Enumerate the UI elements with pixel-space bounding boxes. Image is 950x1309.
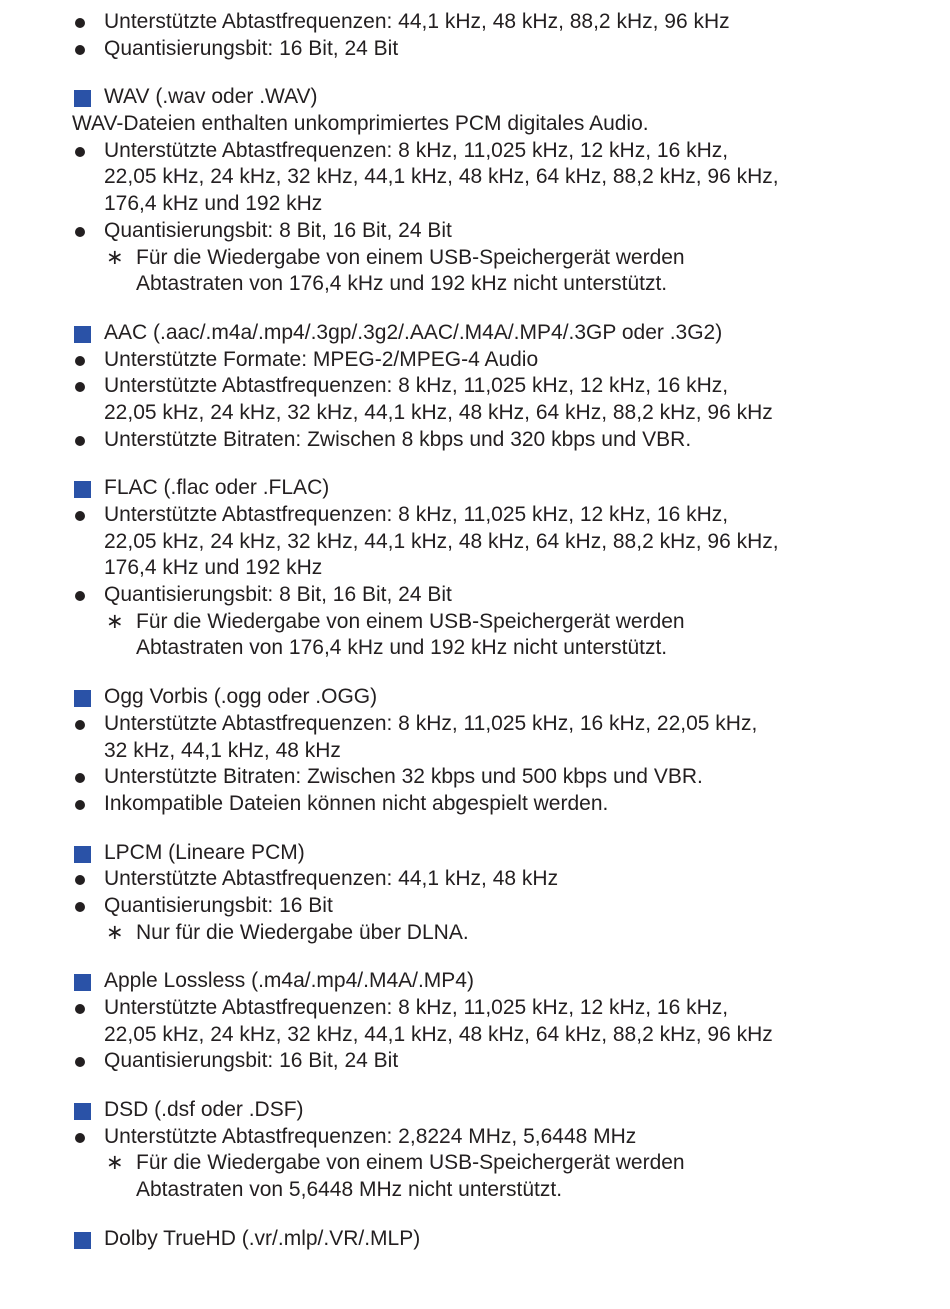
- format-section: [0, 1226, 950, 1253]
- bullet-dot-icon: [75, 720, 85, 730]
- section-heading: [0, 1226, 950, 1253]
- description-line: [0, 111, 950, 138]
- bullet-item: [0, 1048, 950, 1075]
- note-continuation: [0, 635, 950, 662]
- bullet-continuation: [0, 164, 950, 191]
- bullet-text: Quantisierungsbit: 8 Bit, 16 Bit, 24 Bit: [104, 583, 452, 607]
- bullet-continuation-text: 22,05 kHz, 24 kHz, 32 kHz, 44,1 kHz, 48 kHz, 64 kHz, 88,2 kHz, 96 kHz: [104, 400, 773, 424]
- bullet-dot-icon: [75, 902, 85, 912]
- section-heading-text: Dolby TrueHD (.vr/.mlp/.VR/.MLP): [104, 1226, 421, 1250]
- note-continuation-text: Abtastraten von 5,6448 MHz nicht unterstützt.: [136, 1178, 563, 1202]
- asterisk-icon: ∗: [106, 920, 124, 944]
- blue-square-icon: [74, 90, 91, 107]
- section-heading: [0, 320, 950, 347]
- bullet-item: [0, 1124, 950, 1151]
- asterisk-icon: ∗: [106, 609, 124, 633]
- bullet-text: Unterstützte Abtastfrequenzen: 8 kHz, 11,025 kHz, 12 kHz, 16 kHz,: [104, 138, 729, 162]
- bullet-continuation: [0, 1022, 950, 1049]
- note-text: Nur für die Wiedergabe über DLNA.: [136, 920, 469, 944]
- bullet-dot-icon: [75, 227, 85, 237]
- bullet-text: Quantisierungsbit: 8 Bit, 16 Bit, 24 Bit: [104, 218, 452, 242]
- bullet-item: [0, 36, 950, 63]
- bullet-text: Quantisierungsbit: 16 Bit, 24 Bit: [104, 36, 399, 60]
- bullet-continuation: [0, 555, 950, 582]
- note-text: Für die Wiedergabe von einem USB-Speichergerät werden: [136, 245, 685, 269]
- section-heading-text: DSD (.dsf oder .DSF): [104, 1098, 304, 1122]
- section-gap: [0, 298, 950, 320]
- bullet-text: Unterstützte Abtastfrequenzen: 8 kHz, 11,025 kHz, 12 kHz, 16 kHz,: [104, 503, 729, 526]
- bullet-dot-icon: [75, 773, 85, 783]
- bullet-continuation: [0, 738, 950, 765]
- section-gap: [0, 453, 950, 475]
- bullet-continuation: [0, 191, 950, 218]
- bullet-dot-icon: [75, 1133, 85, 1143]
- note-item: [0, 1150, 950, 1177]
- bullet-continuation: [0, 529, 950, 556]
- bullet-text: Unterstützte Abtastfrequenzen: 44,1 kHz, 48 kHz: [104, 867, 559, 891]
- bullet-text: Inkompatible Dateien können nicht abgespielt werden.: [104, 791, 609, 815]
- blue-square-icon: [74, 846, 91, 863]
- asterisk-icon: ∗: [106, 1151, 124, 1175]
- bullet-item: [0, 711, 950, 738]
- section-gap: [0, 662, 950, 684]
- section-heading: [0, 840, 950, 867]
- section-gap: [0, 946, 950, 968]
- bullet-continuation-text: 176,4 kHz und 192 kHz: [104, 556, 323, 580]
- bullet-text: Quantisierungsbit: 16 Bit, 24 Bit: [104, 1049, 399, 1073]
- format-section: [0, 320, 950, 453]
- format-section: [0, 1097, 950, 1204]
- bullet-item: [0, 764, 950, 791]
- blue-square-icon: [74, 481, 91, 498]
- bullet-item: [0, 347, 950, 374]
- bullet-dot-icon: [75, 436, 85, 446]
- note-continuation: [0, 1177, 950, 1204]
- spec-document: [0, 9, 950, 1253]
- section-heading: [0, 84, 950, 111]
- bullet-item: [0, 427, 950, 454]
- bullet-dot-icon: [75, 511, 85, 521]
- bullet-continuation-text: 22,05 kHz, 24 kHz, 32 kHz, 44,1 kHz, 48 kHz, 64 kHz, 88,2 kHz, 96 kHz,: [104, 529, 779, 553]
- bullet-dot-icon: [75, 45, 85, 55]
- bullet-item: [0, 218, 950, 245]
- note-continuation: [0, 271, 950, 298]
- bullet-dot-icon: [75, 356, 85, 366]
- bullet-dot-icon: [75, 147, 85, 157]
- bullet-item: [0, 502, 950, 529]
- bullet-continuation-text: 176,4 kHz und 192 kHz: [104, 192, 323, 216]
- bullet-text: Unterstützte Abtastfrequenzen: 44,1 kHz, 48 kHz, 88,2 kHz, 96 kHz: [104, 10, 730, 33]
- bullet-text: Quantisierungsbit: 16 Bit: [104, 893, 333, 917]
- bullet-item: [0, 373, 950, 400]
- note-item: [0, 920, 950, 947]
- bullet-item: [0, 138, 950, 165]
- format-section: [0, 84, 950, 298]
- bullet-item: [0, 995, 950, 1022]
- section-gap: [0, 1204, 950, 1226]
- format-section: [0, 840, 950, 947]
- bullet-dot-icon: [75, 875, 85, 885]
- blue-square-icon: [74, 326, 91, 343]
- description-text: WAV-Dateien enthalten unkomprimiertes PCM digitales Audio.: [72, 112, 649, 136]
- bullet-item: [0, 582, 950, 609]
- section-heading: [0, 475, 950, 502]
- bullet-dot-icon: [75, 800, 85, 810]
- bullet-item: [0, 791, 950, 818]
- bullet-item: [0, 9, 950, 36]
- bullet-dot-icon: [75, 382, 85, 392]
- blue-square-icon: [74, 1103, 91, 1120]
- section-gap: [0, 818, 950, 840]
- section-heading-text: WAV (.wav oder .WAV): [104, 85, 318, 109]
- bullet-continuation-text: 22,05 kHz, 24 kHz, 32 kHz, 44,1 kHz, 48 kHz, 64 kHz, 88,2 kHz, 96 kHz,: [104, 165, 779, 189]
- bullet-item: [0, 893, 950, 920]
- asterisk-icon: ∗: [106, 245, 124, 269]
- section-heading-text: FLAC (.flac oder .FLAC): [104, 476, 330, 500]
- bullet-dot-icon: [75, 18, 85, 28]
- format-section: [0, 475, 950, 662]
- bullet-continuation-text: 32 kHz, 44,1 kHz, 48 kHz: [104, 738, 341, 762]
- format-section: [0, 968, 950, 1075]
- blue-square-icon: [74, 974, 91, 991]
- bullet-text: Unterstützte Formate: MPEG-2/MPEG-4 Audio: [104, 347, 539, 371]
- blue-square-icon: [74, 1232, 91, 1249]
- bullet-text: Unterstützte Bitraten: Zwischen 8 kbps und 320 kbps und VBR.: [104, 427, 692, 451]
- bullet-dot-icon: [75, 1004, 85, 1014]
- section-heading: [0, 1097, 950, 1124]
- section-heading-text: LPCM (Lineare PCM): [104, 840, 305, 864]
- bullet-dot-icon: [75, 1057, 85, 1067]
- bullet-item: [0, 866, 950, 893]
- format-section: [0, 9, 950, 62]
- section-heading-text: Apple Lossless (.m4a/.mp4/.M4A/.MP4): [104, 969, 474, 993]
- section-heading: [0, 684, 950, 711]
- bullet-continuation: [0, 400, 950, 427]
- section-heading-text: Ogg Vorbis (.ogg oder .OGG): [104, 685, 378, 709]
- blue-square-icon: [74, 690, 91, 707]
- format-section: [0, 684, 950, 817]
- note-text: Für die Wiedergabe von einem USB-Speichergerät werden: [136, 1151, 685, 1175]
- bullet-text: Unterstützte Abtastfrequenzen: 8 kHz, 11,025 kHz, 16 kHz, 22,05 kHz,: [104, 711, 758, 735]
- bullet-text: Unterstützte Abtastfrequenzen: 8 kHz, 11,025 kHz, 12 kHz, 16 kHz,: [104, 996, 729, 1019]
- note-text: Für die Wiedergabe von einem USB-Speichergerät werden: [136, 609, 685, 633]
- bullet-text: Unterstützte Abtastfrequenzen: 8 kHz, 11,025 kHz, 12 kHz, 16 kHz,: [104, 374, 729, 398]
- note-continuation-text: Abtastraten von 176,4 kHz und 192 kHz nicht unterstützt.: [136, 636, 668, 660]
- section-heading-text: AAC (.aac/.m4a/.mp4/.3gp/.3g2/.AAC/.M4A/.MP4/.3GP oder .3G2): [104, 320, 723, 344]
- bullet-text: Unterstützte Bitraten: Zwischen 32 kbps und 500 kbps und VBR.: [104, 765, 703, 789]
- section-gap: [0, 62, 950, 84]
- section-heading: [0, 968, 950, 995]
- bullet-text: Unterstützte Abtastfrequenzen: 2,8224 MHz, 5,6448 MHz: [104, 1124, 637, 1148]
- note-continuation-text: Abtastraten von 176,4 kHz und 192 kHz nicht unterstützt.: [136, 272, 668, 296]
- note-item: [0, 245, 950, 272]
- bullet-continuation-text: 22,05 kHz, 24 kHz, 32 kHz, 44,1 kHz, 48 kHz, 64 kHz, 88,2 kHz, 96 kHz: [104, 1022, 773, 1046]
- note-item: [0, 609, 950, 636]
- bullet-dot-icon: [75, 591, 85, 601]
- section-gap: [0, 1075, 950, 1097]
